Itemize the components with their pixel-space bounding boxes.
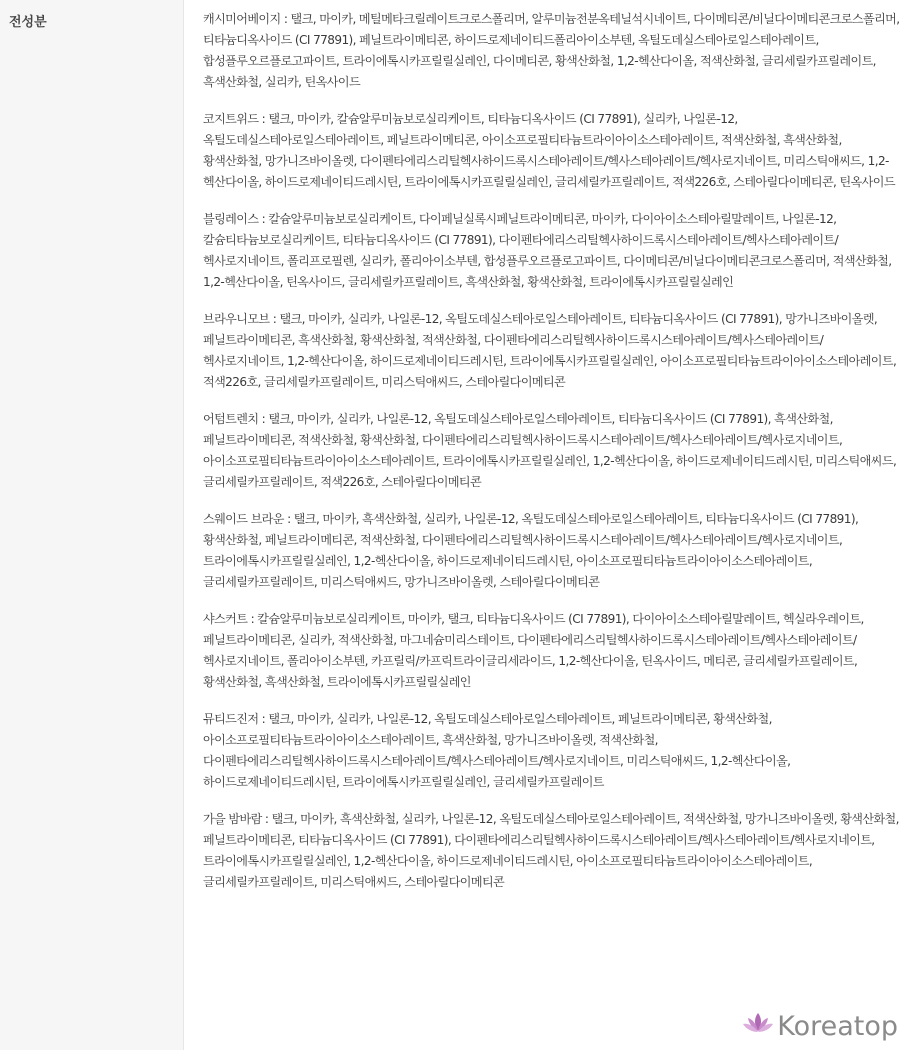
ingredient-entry xyxy=(203,309,900,393)
ingredient-entry xyxy=(203,709,900,793)
ingredient-entry xyxy=(203,9,900,93)
ingredient-entry-text: 샤스커트 : 칼슘알루미늄보로실리케이트, 마이카, 탤크, 티타늄디옥사이드 (CI 77891), 다이아이소스테아릴말레이트, 헥실라우레이트, 페닐트라이메티콘, 실리카, 적색산화철, 마그네슘미리스테이트, 다이펜타에리스리틸헥사하이드록시스테아레이트/헥사스테아레이트/헥사로지네이트, 폴리아이소부텐, 카프릴릭/카프릭트라이글리세라이드, 1,2-헥산다이올, 틴옥사이드, 메티콘, 글리세릴카프릴레이트, 황색산화철, 흑색산화철, 트라이에톡시카프릴릴실레인 xyxy=(203,612,864,689)
ingredients-label: 전성분 xyxy=(9,15,47,30)
ingredient-entry-text: 스웨이드 브라운 : 탤크, 마이카, 흑색산화철, 실리카, 나일론-12, 옥틸도데실스테아로일스테아레이트, 티타늄디옥사이드 (CI 77891), 황색산화철, 페닐트라이메티콘, 적색산화철, 다이펜타에리스리틸헥사하이드록시스테아레이트/헥사스테아레이트/헥사로지네이트, 트라이에톡시카프릴릴실레인, 1,2-헥산다이올, 하이드로제네이티드레시틴, 아이소프로필티타늄트라이아이소스테아레이트, 글리세릴카프릴레이트, 미리스틱애씨드, 망가니즈바이올렛, 스테아릴다이메티콘 xyxy=(203,512,859,589)
ingredient-entry-text: 가을 밤바람 : 탤크, 마이카, 흑색산화철, 실리카, 나일론-12, 옥틸도데실스테아로일스테아레이트, 적색산화철, 망가니즈바이올렛, 황색산화철, 페닐트라이메티콘, 티타늄디옥사이드 (CI 77891), 다이펜타에리스리틸헥사하이드록시스테아레이트/헥사스테아레이트/헥사로지네이트, 트라이에톡시카프릴릴실레인, 1,2-헥산다이올, 하이드로제네이티드레시틴, 아이소프로필티타늄트라이아이소스테아레이트, 글리세릴카프릴레이트, 미리스틱애씨드, 스테아릴다이메티콘 xyxy=(203,812,899,889)
ingredient-entry xyxy=(203,609,900,693)
ingredient-entry-text: 캐시미어베이지 : 탤크, 마이카, 메틸메타크릴레이트크로스폴리머, 알루미늄전분옥테닐석시네이트, 다이메티콘/비닐다이메티콘크로스폴리머, 티타늄디옥사이드 (CI 77891), 페닐트라이메티콘, 하이드로제네이티드폴리아이소부텐, 옥틸도데실스테아로일스테아레이트, 합성플루오르플로고파이트, 트라이에톡시카프릴릴실레인, 다이메티콘, 황색산화철, 1,2-헥산다이올, 적색산화철, 글리세릴카프릴레이트, 흑색산화철, 실리카, 틴옥사이드 xyxy=(203,12,900,89)
ingredients-label-cell xyxy=(0,0,184,1050)
koreatop-watermark xyxy=(741,1010,898,1042)
ingredients-content xyxy=(184,0,906,1050)
ingredient-entry-text: 어텀트렌치 : 탤크, 마이카, 실리카, 나일론-12, 옥틸도데실스테아로일스테아레이트, 티타늄디옥사이드 (CI 77891), 흑색산화철, 페닐트라이메티콘, 적색산화철, 황색산화철, 다이펜타에리스리틸헥사하이드록시스테아레이트/헥사스테아레이트/헥사로지네이트, 아이소프로필티타늄트라이아이소스테아레이트, 트라이에톡시카프릴릴실레인, 1,2-헥산다이올, 하이드로제네이티드레시틴, 미리스틱애씨드, 글리세릴카프릴레이트, 적색226호, 스테아릴다이메티콘 xyxy=(203,412,897,489)
ingredient-entry xyxy=(203,409,900,493)
ingredient-entry xyxy=(203,809,900,893)
lotus-icon xyxy=(741,1010,775,1042)
ingredient-entry-text: 코지트위드 : 탤크, 마이카, 칼슘알루미늄보로실리케이트, 티타늄디옥사이드 (CI 77891), 실리카, 나일론-12, 옥틸도데실스테아로일스테아레이트, 페닐트라이메티콘, 아이소프로필티타늄트라이아이소스테아레이트, 적색산화철, 흑색산화철, 황색산화철, 망가니즈바이올렛, 다이펜타에리스리틸헥사하이드록시스테아레이트/헥사스테아레이트/헥사로지네이트, 미리스틱애씨드, 1,2-헥산다이올, 하이드로제네이티드레시틴, 트라이에톡시카프릴릴실레인, 글리세릴카프릴레이트, 적색226호, 스테아릴다이메티콘, 틴옥사이드 xyxy=(203,112,895,189)
ingredient-entry-text: 블링레이스 : 칼슘알루미늄보로실리케이트, 다이페닐실록시페닐트라이메티콘, 마이카, 다이아이소스테아릴말레이트, 나일론-12, 칼슘티타늄보로실리케이트, 티타늄디옥사이드 (CI 77891), 다이펜타에리스리틸헥사하이드록시스테아레이트/헥사스테아레이트/헥사로지네이트, 폴리프로필렌, 실리카, 폴리아이소부텐, 합성플루오르플로고파이트, 다이메티콘/비닐다이메티콘크로스폴리머, 적색산화철, 1,2-헥산다이올, 틴옥사이드, 글리세릴카프릴레이트, 흑색산화철, 황색산화철, 트라이에톡시카프릴릴실레인 xyxy=(203,212,892,289)
watermark-text: Koreatop xyxy=(777,1010,898,1042)
ingredient-entry xyxy=(203,109,900,193)
ingredient-entry-text: 뮤티드진저 : 탤크, 마이카, 실리카, 나일론-12, 옥틸도데실스테아로일스테아레이트, 페닐트라이메티콘, 황색산화철, 아이소프로필티타늄트라이아이소스테아레이트, 흑색산화철, 망가니즈바이올렛, 적색산화철, 다이펜타에리스리틸헥사하이드록시스테아레이트/헥사스테아레이트/헥사로지네이트, 미리스틱애씨드, 1,2-헥산다이올, 하이드로제네이티드레시틴, 트라이에톡시카프릴릴실레인, 글리세릴카프릴레이트 xyxy=(203,712,791,789)
ingredient-entry xyxy=(203,209,900,293)
ingredient-entry-text: 브라우니모브 : 탤크, 마이카, 실리카, 나일론-12, 옥틸도데실스테아로일스테아레이트, 티타늄디옥사이드 (CI 77891), 망가니즈바이올렛, 페닐트라이메티콘, 흑색산화철, 황색산화철, 적색산화철, 다이펜타에리스리틸헥사하이드록시스테아레이트/헥사스테아레이트/헥사로지네이트, 1,2-헥산다이올, 하이드로제네이티드레시틴, 트라이에톡시카프릴릴실레인, 아이소프로필티타늄트라이아이소스테아레이트, 적색226호, 글리세릴카프릴레이트, 미리스틱애씨드, 스테아릴다이메티콘 xyxy=(203,312,897,389)
ingredient-entry xyxy=(203,509,900,593)
